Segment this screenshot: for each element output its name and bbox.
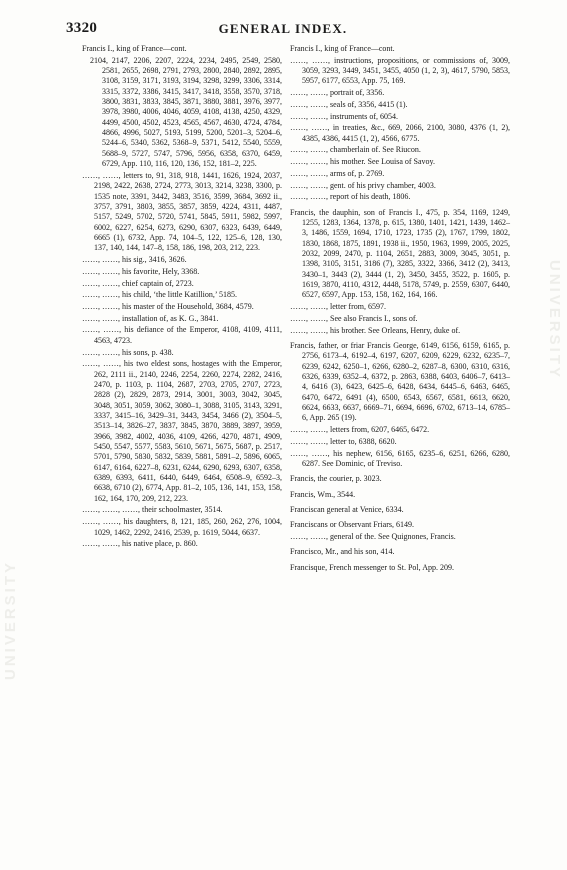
watermark-right: UNIVERSITY [546,260,563,381]
index-entry: ……, ……, his brother. See Orleans, Henry, duke of. [290,325,461,335]
index-column-left [82,44,282,551]
index-entry: ……, ……, letter from, 6597. [290,302,386,312]
index-entry: ……, ……, gent. of his privy chamber, 4003. [290,180,436,190]
index-entry: Francis, Wm., 3544. [290,489,356,499]
index-entry: Francis I., king of France—cont. [82,44,187,53]
index-entry: ……, ……, chamberlain of. See Riucon. [290,145,421,155]
index-entry: ……, ……, his native place, p. 860. [82,539,198,549]
index-entry: ……, ……, installation of, as K. G., 3841. [82,313,219,323]
watermark-left: UNIVERSITY [2,559,19,680]
running-head: GENERAL INDEX. [218,21,348,36]
index-entry: ……, ……, instruments of, 6054. [290,111,398,121]
index-entry: ……, ……, his master of the Household, 3684, 4579. [82,301,254,311]
index-entry: ……, ……, general of the. See Quignones, Francis. [290,532,456,542]
index-entry: ……, ……, See also Francis I., sons of. [290,313,418,323]
index-entry: ……, ……, his defiance of the Emperor, 4108, 4109, 4111, 4563, 4723. [82,325,282,345]
index-entry: Francisco, Mr., and his son, 414. [290,547,395,557]
index-entry: ……, ……, his sons, p. 438. [82,347,174,357]
page-number: 3320 [66,20,98,36]
index-entry: ……, ……, chief captain of, 2723. [82,278,194,288]
index-entry: ……, ……, his nephew, 6156, 6165, 6235–6, 6251, 6266, 6280, 6287. See Dominic, of Treviso. [290,448,510,468]
index-entry: ……, ……, his two eldest sons, hostages with the Emperor, 262, 2111 ii., 2140, 2246, 2254, 2260, 2274, 2282, 2416, 2470, p. 1103, p. 1104, 2687, 2703, 2705, 2707, 2723, 2828 (2), 2829, 2873, 2914, 3001, 3003, 3042, 3045, 3048, 3051, 3059, 3062, 3080–1, 3088, 3105, 3143, 3291, 3337, 3415–16, 3429–31, 3443, 3454, 3466 (2), 3504–5, 3513–14, 3826–27, 3837, 3845, 3870, 3889, 3897, 3959, 3966, 3982, 4002, 4036, 4109, 4266, 4270, 4871, 4909, 5450, 5547, 5577, 5583, 5610, 5671, 5675, 5687, p. 2517, 5701, 5790, 5830, 5832, 5839, 5881, 5891–2, 5896, 6065, 6147, 6164, 6227–8, 6231, 6244, 6290, 6293, 6307, 6358, 6389, 6393, 6411, 6440, 6449, 6464, 6508–9, 6592–3, 6638, 6710 (2), 6774, App. 81–2, 105, 136, 141, 153, 158, 162, 164, 170, 209, 212, 223. [82,359,282,503]
page-header [66,20,500,40]
index-entry: ……, ……, instructions, propositions, or commissions of, 3009, 3059, 3293, 3449, 3451, 3455, 4050 (1, 2, 3), 4617, 5790, 5853, 5957, 6177, 6553, App. 75, 169. [290,55,510,86]
index-entry: ……, ……, his mother. See Louisa of Savoy. [290,157,436,167]
index-entry: ……, ……, portrait of, 3356. [290,88,385,98]
index-entry: ……, ……, his favorite, Hely, 3368. [82,266,200,276]
index-entry: ……, ……, his daughters, 8, 121, 185, 260, 262, 276, 1004, 1029, 1462, 2292, 2416, 2539, p. 1619, 5044, 6637. [82,517,282,537]
index-entry: ……, ……, seals of, 3356, 4415 (1). [290,99,408,109]
index-entry: ……, ……, letters from, 6207, 6465, 6472. [290,425,430,435]
index-entry: Franciscan general at Venice, 6334. [290,505,404,514]
index-entry: 2104, 2147, 2206, 2207, 2224, 2234, 2495, 2549, 2580, 2581, 2655, 2698, 2791, 2793, 2800, 2840, 2892, 2895, 3108, 3159, 3171, 3193, 3194, 3298, 3299, 3306, 3314, 3315, 3372, 3386, 3415, 3417, 3418, 3558, 3570, 3718, 3800, 3831, 3833, 3845, 3871, 3880, 3881, 3976, 3977, 3978, 3980, 4006, 4046, 4059, 4108, 4138, 4250, 4329, 4499, 4500, 4502, 4523, 4565, 4567, 4630, 4724, 4784, 4866, 4996, 5027, 5193, 5199, 5200, 5201–3, 5204–6, 5244–6, 5340, 5362, 5368–9, 5371, 5412, 5540, 5559, 5688–9, 5727, 5747, 5796, 5956, 6358, 6370, 6459, 6729, App. 110, 116, 120, 136, 152, 181–2, 225. [90,55,282,169]
index-entry: Francis, the courier, p. 3023. [290,474,382,484]
index-entry: ……, ……, letter to, 6388, 6620. [290,436,397,446]
index-entry: Francis, father, or friar Francis George, 6149, 6156, 6159, 6165, p. 2756, 6173–4, 6192–4, 6197, 6207, 6209, 6229, 6232, 6235–7, 6239, 6242, 6250–1, 6266, 6280–2, 6287–8, 6300, 6310, 6316, 6326, 6339, 6352–4, 6372, p. 2863, 6388, 6403, 6406–7, 6413–4, 6416 (3), 6423, 6425–6, 6428, 6434, 6445–6, 6463, 6465, 6470, 6472, 6491 (4), 6500, 6543, 6567, 6581, 6613, 6620, 6624, 6633, 6637, 6669–71, 6694, 6696, 6702, 6713–14, 6785–6, App. 265 (19). [290,341,510,423]
index-entry: ……, ……, in treaties, &c., 669, 2066, 2100, 3080, 4376 (1, 2), 4385, 4386, 4415 (1, 2), 4566, 6775. [290,123,510,143]
index-entry: Francisque, French messenger to St. Pol, App. 209. [290,562,454,572]
index-entry: Franciscans or Observant Friars, 6149. [290,520,414,530]
index-entry: ……, ……, report of his death, 1806. [290,192,411,202]
index-entry: ……, ……, his child, ‘the little Katillion,’ 5185. [82,290,237,300]
index-entry: ……, ……, letters to, 91, 318, 918, 1441, 1626, 1924, 2037, 2198, 2422, 2638, 2724, 2773, 3013, 3214, 3238, 3300, p. 1535 note, 3391, 3442, 3483, 3516, 3599, 3684, 3692 ii., 3757, 3791, 3803, 3855, 3857, 3859, 4224, 4311, 4487, 5157, 5249, 5702, 5720, 5741, 5845, 5911, 5982, 5997, 6002, 6227, 6254, 6273, 6290, 6307, 6323, 6439, 6449, 6665 (1), 6732, App. 74, 104–5, 122, 125–6, 128, 130, 137, 140, 144, 147–8, 158, 186, 198, 203, 212, 223. [82,170,282,253]
index-entry: ……, ……, ……, their schoolmaster, 3514. [82,505,223,515]
index-entry: ……, ……, arms of, p. 2769. [290,168,385,178]
index-entry: Francis I., king of France—cont. [290,44,395,53]
index-entry: ……, ……, his sig., 3416, 3626. [82,255,187,265]
index-entry: Francis, the dauphin, son of Francis I., 475, p. 354, 1169, 1249, 1255, 1283, 1364, 1378, p. 615, 1380, 1401, 1421, 1439, 1462–3, 1486, 1559, 1694, 1710, 1723, 1735 (2), 1767, 1799, 1802, 1830, 1868, 1875, 1891, 1938 ii., 1950, 1963, 1999, 2005, 2025, 2032, 2099, 2470, p. 1104, 2651, 2883, 3009, 3045, 3051, p. 1398, 3105, 3151, 3186 (7), 3285, 3322, 3366, 3412 (2), 3413, 3430–1, 3443 (2), 3444 (1, 2), 3450, 3455, 3522, p. 1605, p. 1619, 3870, 4110, 4312, 4448, 5178, 5749, p. 2559, 6307, 6440, 6527, 6597, App. 153, 158, 162, 164, 166. [290,207,510,300]
index-column-right [290,44,510,575]
